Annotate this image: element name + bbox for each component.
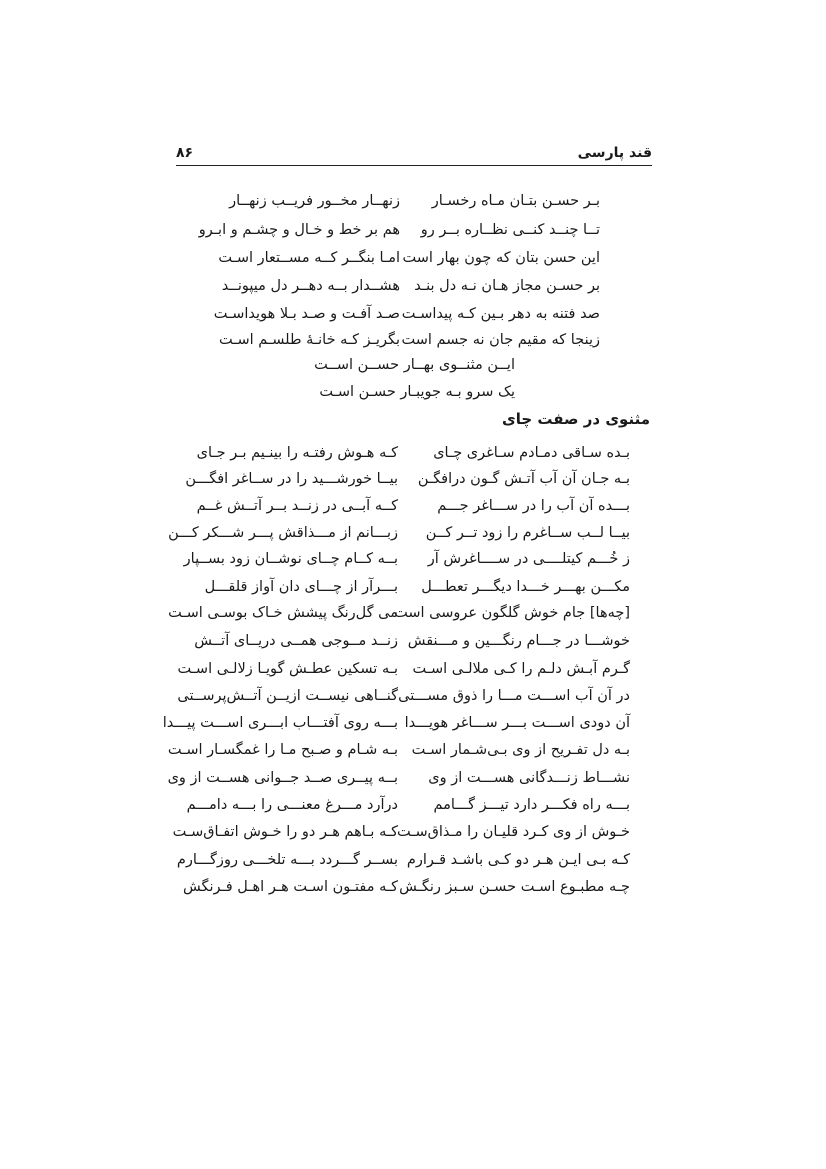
second-hemistich: بـــه روی آفتـــاب ابـــری اســـت پیـــدا xyxy=(162,715,398,731)
couplet xyxy=(162,709,630,737)
couplet xyxy=(183,545,630,573)
second-hemistich: بــه کــام چــای نوشــان زود بســپار xyxy=(183,551,398,567)
couplet xyxy=(198,216,600,244)
second-hemistich: کــه آبــی در زنــد بــر آتــش غــم xyxy=(196,498,398,514)
second-hemistich: زنهــار مخــور فریــب زنهــار xyxy=(229,193,400,209)
second-hemistich: صـد آفـت و صـد بـلا هویداسـت xyxy=(213,306,400,322)
second-hemistich: هشــدار بــه دهــر دل میپونــد xyxy=(221,278,400,294)
second-hemistich: می گل‌رنگ پیشش خـاک بوسـی اسـت xyxy=(168,605,398,621)
second-hemistich: بـه تسکین عطـش گویـا زلالـی اسـت xyxy=(177,661,398,677)
first-hemistich: بـــده آن آب را در ســـاغر جـــم xyxy=(437,498,630,514)
second-hemistich: زنــد مــوجی همــی دریــای آتــش xyxy=(194,633,398,649)
second-hemistich: بـــرآر از چـــای دان آواز قلقـــل xyxy=(204,579,398,595)
second-hemistich: بیــا خورشـــید را در ســاغر افگـــن xyxy=(185,471,398,487)
first-hemistich: تــا چنــد کنــی نظــاره بــر رو xyxy=(420,222,600,238)
couplet xyxy=(196,492,630,520)
couplet xyxy=(221,272,600,300)
couplet xyxy=(168,519,630,547)
first-hemistich: این حسن بتان که چون بهار است xyxy=(402,250,600,266)
first-hemistich: مکـــن بهـــر خـــدا دیگـــر تعطـــل xyxy=(421,579,630,595)
couplet xyxy=(186,791,630,819)
couplet xyxy=(196,627,630,655)
page-number: ۸۶ xyxy=(176,145,194,161)
couplet xyxy=(172,818,630,846)
second-hemistich: کـه مفتـون اسـت هـر اهـل فـرنگش xyxy=(182,879,398,895)
couplet xyxy=(213,300,600,328)
second-hemistich: امـا بنگــر کــه مســتعار اسـت xyxy=(218,250,400,266)
first-hemistich: بـه دل تفـریح از وی بـی‌شـمار اسـت xyxy=(411,742,630,758)
couplet xyxy=(167,764,630,792)
first-hemistich: بـر حسـن بتـان مـاه رخسـار xyxy=(431,193,600,209)
second-hemistich: بگریـز کـه خانـهٔ طلسـم اسـت xyxy=(219,332,400,348)
first-hemistich: بـه جـان آن آب آتـش گـون درافگـن xyxy=(417,471,630,487)
second-hemistich: هم بر خط و خـال و چشـم و ابـرو xyxy=(198,222,400,238)
first-hemistich: کـه بـی ایـن هـر دو کـی باشـد قـرارم xyxy=(406,852,630,868)
second-hemistich: بســر گـــردد بـــه تلخـــی روزگـــارم xyxy=(176,852,398,868)
section-heading: مثنوی در صفت چای xyxy=(501,410,650,428)
second-hemistich: درآرد مـــرغ معنـــی را بـــه دامـــم xyxy=(186,797,398,813)
first-hemistich: بر حسـن مجاز هـان نـه دل بنـد xyxy=(414,278,600,294)
first-hemistich: گـرم آبـش دلـم را کـی ملالـی اسـت xyxy=(412,661,630,677)
first-hemistich: چـه مطبـوع اسـت حسـن سـبز رنگـش xyxy=(399,879,630,895)
first-hemistich: ز خُـــم کیتلــــی در ســــاغرش آر xyxy=(427,551,630,567)
couplet xyxy=(168,599,630,627)
couplet xyxy=(167,736,630,764)
closing-line: ایــن مثنــوی بهــار حســن اســت xyxy=(314,357,515,373)
first-hemistich: بـده سـاقی دمـادم سـاغری چـای xyxy=(433,445,630,461)
page-header xyxy=(176,143,652,166)
closing-line: یک سرو بـه جویبـار حسـن اسـت xyxy=(319,384,515,400)
couplet xyxy=(177,655,630,683)
running-title: قند پارسی xyxy=(577,145,652,161)
first-hemistich: در آن آب اســـت مـــا را ذوق مســـتی xyxy=(398,688,630,704)
first-hemistich: [چه‌ها] جام خوش گلگون عروسی است xyxy=(394,605,630,621)
first-hemistich: صد فتنه به دهر بـین کـه پیداسـت xyxy=(401,306,600,322)
couplet xyxy=(177,682,630,710)
couplet xyxy=(226,187,600,215)
first-hemistich: بیــا لــب ســاغرم را زود تــر کــن xyxy=(425,525,630,541)
couplet xyxy=(196,439,630,467)
first-hemistich: خـوش از وی کـرد قلیـان را مـذاق‌سـت xyxy=(396,824,630,840)
first-hemistich: بـــه راه فکـــر دارد تیـــز گـــامم xyxy=(433,797,630,813)
second-hemistich: بـه شـام و صـبح مـا را غمگسـار اسـت xyxy=(167,742,398,758)
couplet xyxy=(185,465,630,493)
second-hemistich: بــه پیــری صــد جــوانی هســت از وی xyxy=(167,770,398,786)
first-hemistich: خوشـــا در جـــام رنگـــین و مـــنقش xyxy=(407,633,630,649)
second-hemistich: کـه هـوش رفتـه را بینـیم بـر جـای xyxy=(196,445,398,461)
second-hemistich: گنــاهی نیســت ازیــن آتــش‌پرســتی xyxy=(177,688,398,704)
couplet xyxy=(218,244,600,272)
first-hemistich: زینجا که مقیم جان نه جسم است xyxy=(401,332,600,348)
second-hemistich: کـه بـاهم هـر دو را خـوش اتفـاق‌سـت xyxy=(172,824,398,840)
second-hemistich: زبـــانم از مـــذاقش پـــر شـــکر کـــن xyxy=(168,525,398,541)
couplet xyxy=(176,846,630,874)
couplet xyxy=(196,573,630,601)
first-hemistich: آن دودی اســـت بـــر ســـاغر هویـــدا xyxy=(404,715,630,731)
first-hemistich: نشـــاط زنـــدگانی هســـت از وی xyxy=(428,770,630,786)
couplet xyxy=(182,873,630,901)
couplet xyxy=(219,326,600,354)
